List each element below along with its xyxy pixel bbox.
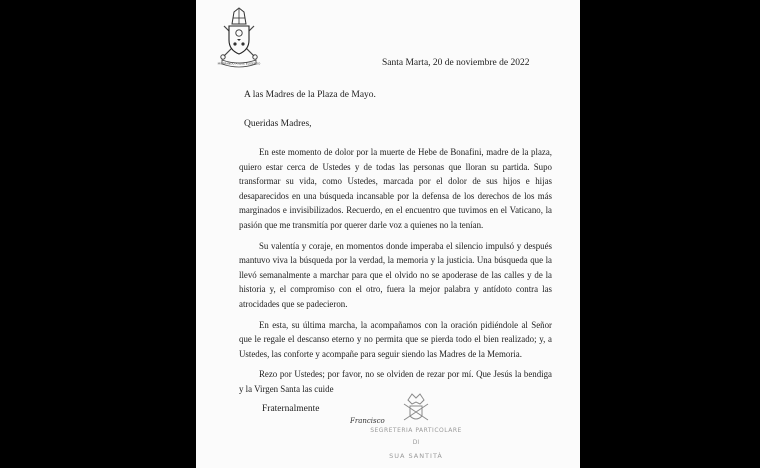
crest-motto: MISERANDO ATQUE ELIGENDO — [217, 61, 261, 66]
stamp-text-bottom: SUA SANTITÀ — [389, 452, 443, 460]
letter-paragraph: Su valentía y coraje, en momentos donde imperaba el silencio impulsó y después mantuvo viva la búsqueda por la verdad, la memoria y la justicia. Una búsqueda que la llevó semanalmente a marchar para que el olvido no se apoderase de las calles y de la historia y, el compromiso con el otro, fuera la mejor palabra y antídoto contra las atrocidades que se padecieron. — [239, 240, 552, 309]
secretariat-stamp-icon — [368, 392, 464, 468]
stamp-text-mid: DI — [412, 439, 420, 446]
handwritten-signature-icon — [350, 412, 400, 426]
letter-page — [196, 0, 580, 468]
letter-closing: Fraternalmente — [262, 404, 320, 414]
papal-coat-of-arms-icon — [216, 6, 262, 68]
letter-recipient: A las Madres de la Plaza de Mayo. — [244, 90, 376, 100]
letter-paragraph: En esta, su última marcha, la acompañamos con la oración pidiéndole al Señor que le regale el descanso eterno y no permita que se pierda todo el bien realizado; y, a Ustedes, las conforte y acompañe para seguir siendo las Madres de la Memoria. — [239, 319, 552, 359]
stamp-text-top: SEGRETERIA PARTICOLARE — [370, 427, 462, 434]
letter-date: Santa Marta, 20 de noviembre de 2022 — [382, 58, 530, 68]
letter-body — [239, 145, 552, 403]
letter-salutation: Queridas Madres, — [244, 119, 312, 129]
signature-text: Francisco — [350, 417, 385, 425]
letter-paragraph: En este momento de dolor por la muerte de Hebe de Bonafini, madre de la plaza, quiero estar cerca de Ustedes y de todas las personas que lloran su partida. Supo transformar su vida, como Ustedes, marcada por el dolor de sus hijos e hijas desaparecidos en una búsqueda incansable por la defensa de los derechos de los más marginados e invisibilizados. Recuerdo, en el encuentro que tuvimos en el Vaticano, la pasión que me transmitía por querer darle voz a quienes no la tenían. — [239, 147, 552, 230]
letter-paragraph: Rezo por Ustedes; por favor, no se olviden de rezar por mí. Que Jesús la bendiga y la Virgen Santa las cuide — [239, 369, 552, 394]
